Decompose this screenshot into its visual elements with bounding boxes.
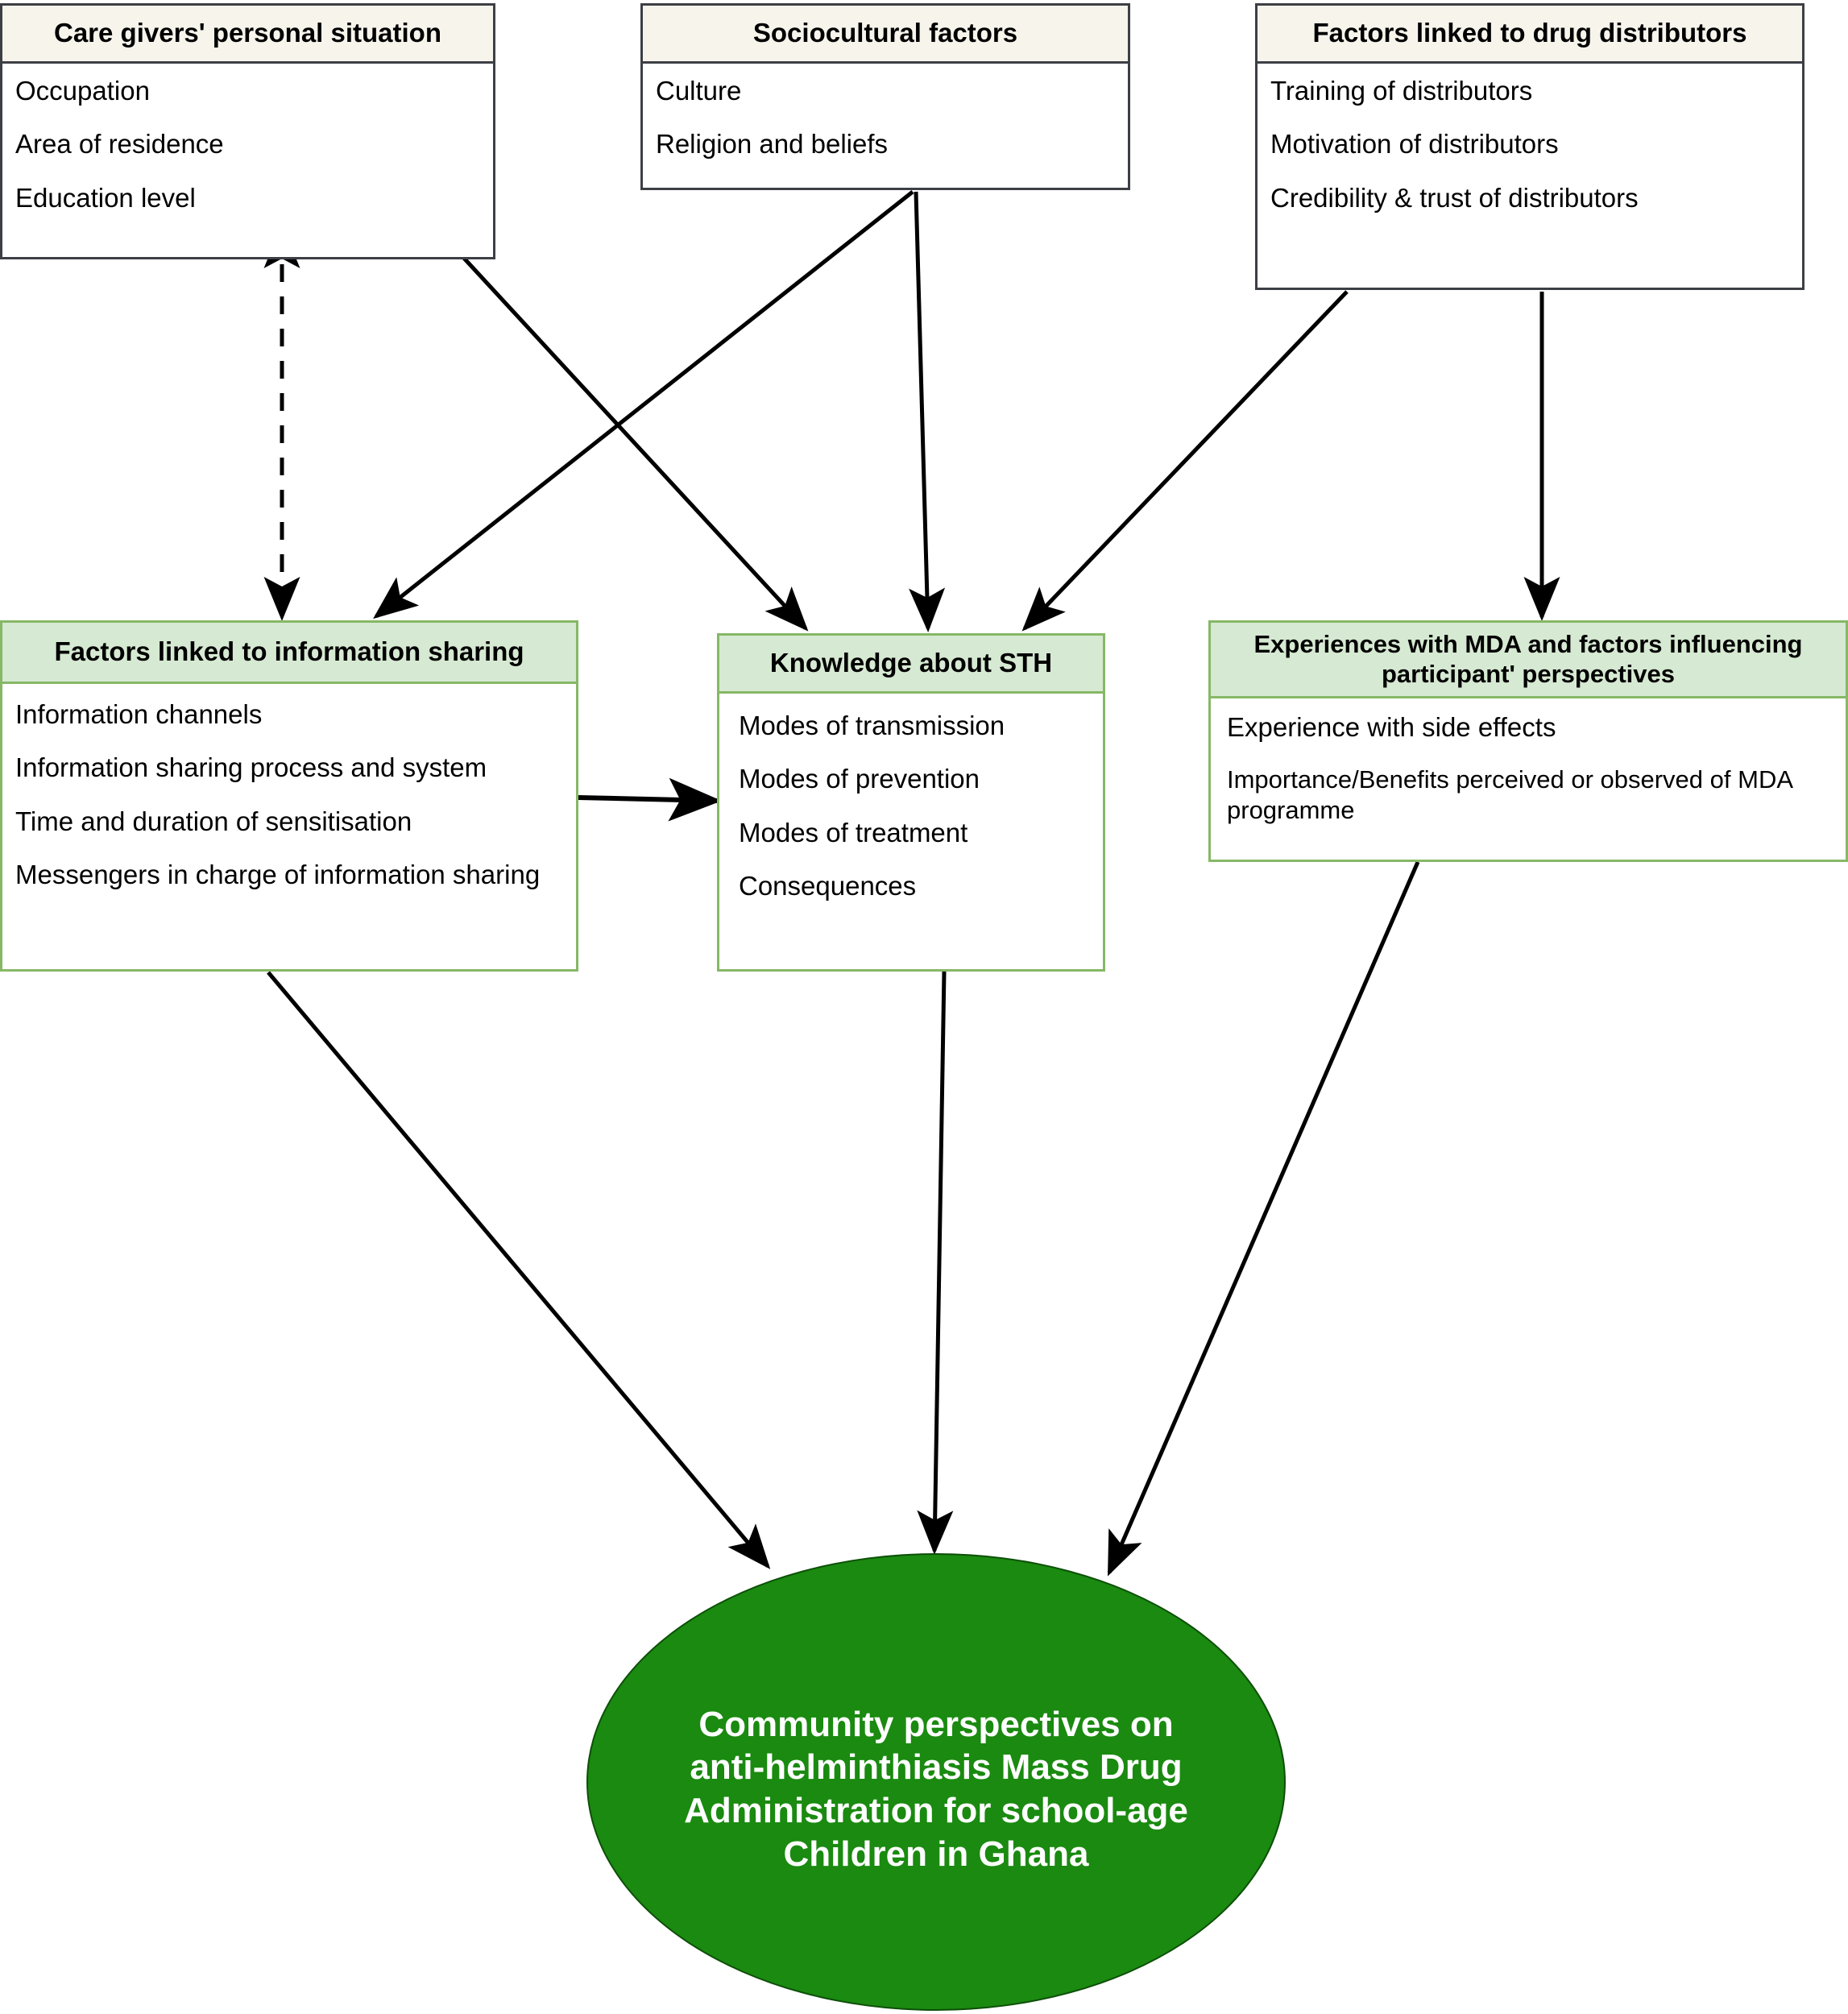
node-information-sharing-body xyxy=(2,684,576,899)
node-distributors-body xyxy=(1258,64,1802,222)
list-item: Modes of prevention xyxy=(739,764,980,794)
edge-knowledge-outcome xyxy=(934,972,944,1551)
list-item: Experience with side effects xyxy=(1227,712,1556,742)
list-item: Religion and beliefs xyxy=(656,129,889,160)
list-item: Modes of transmission xyxy=(739,711,1005,740)
node-information-sharing-title: Factors linked to information sharing xyxy=(2,623,576,684)
list-item: Education level xyxy=(15,182,196,213)
node-caregivers-title: Care givers' personal situation xyxy=(2,6,493,64)
node-experiences-with-mda[interactable] xyxy=(1208,620,1848,862)
list-item: Information channels xyxy=(15,699,263,729)
outcome-label: Community perspectives on anti-helminthiasis Mass Drug Administration for school-age Children in Ghana xyxy=(684,1704,1188,1874)
list-item: Training of distributors xyxy=(1270,76,1533,106)
list-item: Area of residence xyxy=(15,129,224,160)
list-item: Occupation xyxy=(15,76,150,106)
edge-information-sharing-knowledge xyxy=(578,798,717,801)
node-caregivers-body xyxy=(2,64,493,222)
list-item: Modes of treatment xyxy=(739,817,968,847)
node-caregivers-personal-situation[interactable] xyxy=(0,3,495,259)
node-mda-experiences-title: Experiences with MDA and factors influencing participant' perspectives xyxy=(1211,623,1846,698)
node-factors-linked-to-drug-distributors[interactable] xyxy=(1255,3,1804,290)
node-outcome-ellipse[interactable] xyxy=(586,1553,1286,2011)
node-sociocultural-title: Sociocultural factors xyxy=(643,6,1128,64)
edge-sociocultural-knowledge xyxy=(916,192,928,628)
list-item: Time and duration of sensitisation xyxy=(15,806,412,836)
list-item: Information sharing process and system xyxy=(15,752,487,783)
list-item: Culture xyxy=(656,76,742,106)
node-knowledge-title: Knowledge about STH xyxy=(719,636,1103,694)
node-mda-experiences-body xyxy=(1211,698,1846,834)
edge-distributors-knowledge xyxy=(1025,292,1347,628)
edge-mda-experiences-outcome xyxy=(1109,862,1418,1573)
list-item: Importance/Benefits perceived or observed of MDA programme xyxy=(1227,765,1792,825)
list-item: Motivation of distributors xyxy=(1270,129,1559,160)
node-factors-linked-to-information-sharing[interactable] xyxy=(0,620,578,972)
list-item: Credibility & trust of distributors xyxy=(1270,182,1639,213)
node-sociocultural-factors[interactable] xyxy=(640,3,1130,190)
list-item: Messengers in charge of information sharing xyxy=(15,859,541,889)
node-knowledge-body xyxy=(719,694,1103,910)
node-sociocultural-body xyxy=(643,64,1128,169)
edge-information-sharing-outcome xyxy=(268,972,768,1566)
node-distributors-title: Factors linked to drug distributors xyxy=(1258,6,1802,64)
node-knowledge-about-sth[interactable] xyxy=(717,633,1105,972)
list-item: Consequences xyxy=(739,870,917,901)
edge-caregivers-knowledge xyxy=(459,253,806,628)
